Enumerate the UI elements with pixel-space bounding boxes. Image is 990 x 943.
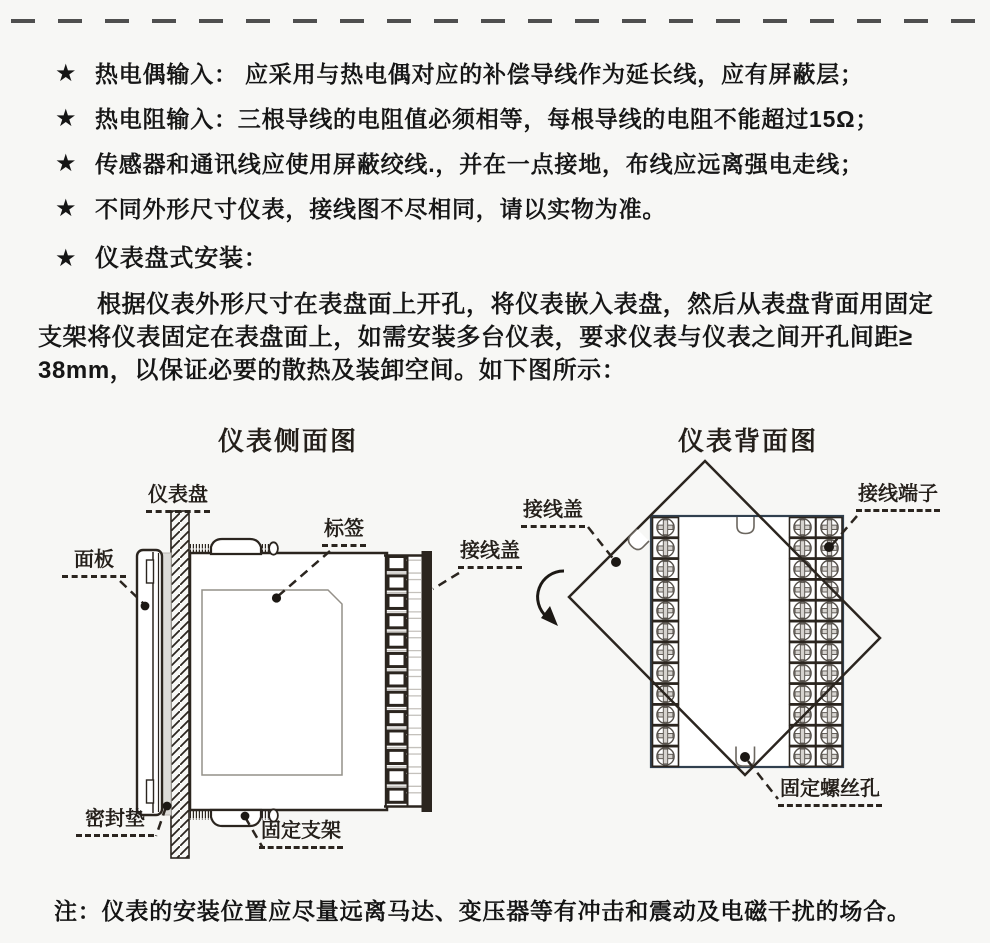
star-bullet-icon: ★ xyxy=(55,195,77,222)
bottom-note: 注：仪表的安装位置应尽量远离马达、变压器等有冲击和震动及电磁干扰的场合。 xyxy=(54,898,911,924)
top-tab xyxy=(737,517,754,534)
fixing-screw-hole xyxy=(740,752,750,762)
rear-terminal-strip xyxy=(384,551,432,812)
bullet-line: 传感器和通讯线应使用屏蔽绞线.，并在一点接地，布线应远离强电走线； xyxy=(95,151,864,177)
star-bullet-icon: ★ xyxy=(55,150,77,177)
label-wiring-cover-back: 接线盖 xyxy=(521,499,585,528)
seal-gasket-strip xyxy=(162,553,171,815)
label-fixing-bracket: 固定支架 xyxy=(259,820,343,849)
bullet-line: 不同外形尺寸仪表，接线图不尽相同，请以实物为准。 xyxy=(95,196,667,222)
side-view-diagram xyxy=(120,511,459,858)
paragraph-line: 根据仪表外形尺寸在表盘面上开孔，将仪表嵌入表盘，然后从表盘背面用固定 xyxy=(97,291,934,318)
section-heading: 仪表盘式安装： xyxy=(95,245,269,272)
wiring-cover-bar xyxy=(422,551,433,812)
cover-tab xyxy=(626,529,649,552)
label-seal-gasket: 密封垫 xyxy=(76,808,154,837)
front-panel-bezel xyxy=(137,550,162,815)
label-sticker: 标签 xyxy=(322,518,366,547)
back-view-title: 仪表背面图 xyxy=(678,427,819,456)
star-bullet-icon: ★ xyxy=(55,60,77,87)
bullet-line: 热电偶输入： 应采用与热电偶对应的补偿导线作为延长线，应有屏蔽层； xyxy=(95,61,864,87)
star-bullet-icon: ★ xyxy=(55,105,77,132)
paragraph-line: 支架将仪表固定在表盘面上，如需安装多台仪表，要求仪表与仪表之间开孔间距≥ xyxy=(38,324,913,351)
side-view-title: 仪表侧面图 xyxy=(218,427,359,456)
sticker-area xyxy=(202,590,342,775)
back-view-diagram xyxy=(538,461,880,799)
paragraph-line: 38mm，以保证必要的散热及装卸空间。如下图所示： xyxy=(38,357,627,384)
label-screw-hole: 固定螺丝孔 xyxy=(778,778,882,807)
rotation-arrow-icon xyxy=(538,571,564,626)
top-fixing-bracket xyxy=(189,539,278,555)
panel-board-hatched-bar xyxy=(171,511,189,858)
bullet-line: 热电阻输入：三根导线的电阻值必须相等，每根导线的电阻不能超过15Ω； xyxy=(95,106,880,132)
label-panel-board: 仪表盘 xyxy=(146,484,210,513)
label-terminal: 接线端子 xyxy=(856,483,940,512)
label-front-panel: 面板 xyxy=(62,549,126,578)
label-wiring-cover-side: 接线盖 xyxy=(458,540,522,569)
star-bullet-icon: ★ xyxy=(55,245,77,272)
